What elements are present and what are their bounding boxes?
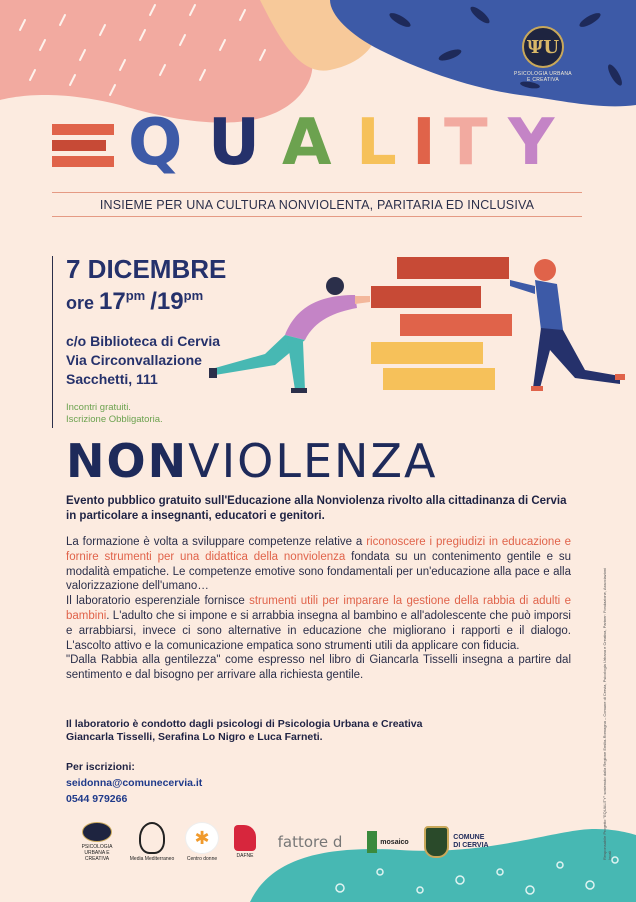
place-line-1: c/o Biblioteca di Cervia <box>66 333 221 349</box>
block-5 <box>383 368 495 390</box>
body-paragraph-1 <box>66 535 571 594</box>
conducted-line-2: Giancarla Tisselli, Serafina Lo Nigro e Luca Farneti. <box>66 731 323 743</box>
p1-text-a: La formazione è volta a sviluppare competenze relative a <box>66 536 367 548</box>
start-hour: 17 <box>99 288 126 315</box>
conducted-line-1: Il laboratorio è condotto dagli psicologi di Psicologia Urbana e Creativa <box>66 718 423 730</box>
iscrizioni-phone[interactable]: 0544 979266 <box>66 793 128 805</box>
sponsor-label: DAFNE <box>236 853 254 859</box>
body-text <box>66 535 571 683</box>
event-date: 7 DICEMBRE <box>66 254 227 284</box>
heading-bold: NON <box>66 434 189 488</box>
subtitle: INSIEME PER UNA CULTURA NONVIOLENTA, PARITARIA ED INCLUSIVA <box>99 198 535 212</box>
sponsor-label: Centro donne <box>186 856 218 862</box>
sponsor-media <box>128 822 176 862</box>
equality-e-bars <box>52 124 114 172</box>
body-paragraph-2 <box>66 594 571 653</box>
body-paragraph-3: "Dalla Rabbia alla gentilezza" come espresso nel libro di Giancarla Tisselli insegna a partire dal sentimento e dal bisogno per arrivare alla richiesta gentile. <box>66 654 571 682</box>
title-letter-a: A <box>282 106 332 180</box>
p2-text-a: Il laboratorio esperenziale fornisce <box>66 595 250 608</box>
cervia-crest-icon <box>424 826 449 858</box>
note-line-1: Incontri gratuiti. <box>66 402 131 413</box>
logo-caption: PSICOLOGIA URBANA E CREATIVA <box>514 71 572 83</box>
title-letter-t: T <box>444 106 488 180</box>
sponsor-red <box>228 822 262 862</box>
block-3 <box>400 314 512 336</box>
woman-figure <box>510 259 625 391</box>
time-separator: / <box>150 288 157 315</box>
end-hour: 19 <box>156 288 184 315</box>
block-4 <box>371 342 483 364</box>
event-time <box>66 288 203 316</box>
block-1 <box>397 257 509 279</box>
pink-blob <box>0 0 312 123</box>
colorful-logo-icon: ✱ <box>185 822 219 854</box>
nonviolenza-heading <box>66 434 437 488</box>
divider-top <box>52 192 582 193</box>
iscrizioni-heading: Per iscrizioni: <box>66 761 135 773</box>
date-vertical-line <box>52 256 53 428</box>
divider-bottom <box>52 216 582 217</box>
sponsor-colorful <box>182 822 222 862</box>
event-place <box>66 332 220 389</box>
place-line-3: Sacchetti, 111 <box>66 371 158 387</box>
pushing-blocks-illustration <box>205 250 635 410</box>
lead-paragraph: Evento pubblico gratuito sull'Educazione alla Nonviolenza rivolto alla cittadinanza di Cervia in particolare a insegnanti, educatori e genitori. <box>66 495 567 522</box>
psico-logo-icon <box>82 822 112 842</box>
end-suffix: pm <box>183 288 204 303</box>
place-line-2: Via Circonvallazione <box>66 352 202 368</box>
psi-icon: ΨU <box>522 26 564 68</box>
p2-highlight: strumenti utili per imparare la gestione della rabbia di adulti e bambini <box>66 595 571 622</box>
note-line-2: Iscrizione Obbligatoria. <box>66 414 163 425</box>
time-prefix: ore <box>66 293 95 313</box>
sponsor-label: PSICOLOGIA URBANA E CREATIVA <box>81 844 113 862</box>
title-letter-q: Q <box>128 106 183 180</box>
heading-light: VIOLENZA <box>188 434 438 488</box>
sponsor-psicologia <box>72 822 122 862</box>
p2-text-b: . L'adulto che si impone e si arrabbia insegna al bambino e all'adolescente che può imporsi e arrabbiarsi, invece ci sono alternative in educazione che migliorano i rapporti e il dialogo. L'ascolto attivo e la comunicazione empatica sono strumenti utili da applicare con fiducia. <box>66 609 571 652</box>
cervia-logo-text: COMUNE DI CERVIA <box>453 834 489 849</box>
sponsor-fattore <box>270 822 350 862</box>
sponsor-label: Media Mediterraneo <box>129 856 175 862</box>
event-note <box>66 402 163 426</box>
start-suffix: pm <box>125 288 146 303</box>
mosaico-logo-icon <box>367 831 408 853</box>
psicologia-logo <box>512 26 574 83</box>
media-logo-icon <box>139 822 165 854</box>
block-2 <box>371 286 481 308</box>
title-letter-u: U <box>208 106 260 180</box>
title-letter-y: Y <box>508 106 555 180</box>
side-fine-print: Responsabile Progetto "EQUALITY" sostenuto dalla Regione Emilia-Romagna – Comune di Cervia, Psicologia Urbana e Creativa, Partner: Fondazione, Associazioni locali <box>602 567 612 860</box>
iscrizioni-email[interactable]: seidonna@comunecervia.it <box>66 777 203 789</box>
fattore-logo-text: fattore d <box>277 833 343 851</box>
mosaico-logo-text: mosaico <box>380 838 409 846</box>
title-letter-l: L <box>356 106 397 180</box>
p1-text-b: fondata su un contenimento gentile e su modalità empatiche. Le competenze emotive sono fondamentali per un'educazione alla pace e alla valorizzazione dell'umano… <box>66 550 571 593</box>
title-letter-i: I <box>412 106 436 180</box>
conducted-by <box>66 718 486 744</box>
sponsor-cervia <box>424 822 492 862</box>
sponsor-mosaico <box>360 822 416 862</box>
p1-highlight: riconoscere i pregiudizi in educazione e fornire strumenti per una didattica della nonviolenza <box>66 536 571 563</box>
red-logo-icon <box>234 825 256 851</box>
man-figure <box>209 277 370 393</box>
